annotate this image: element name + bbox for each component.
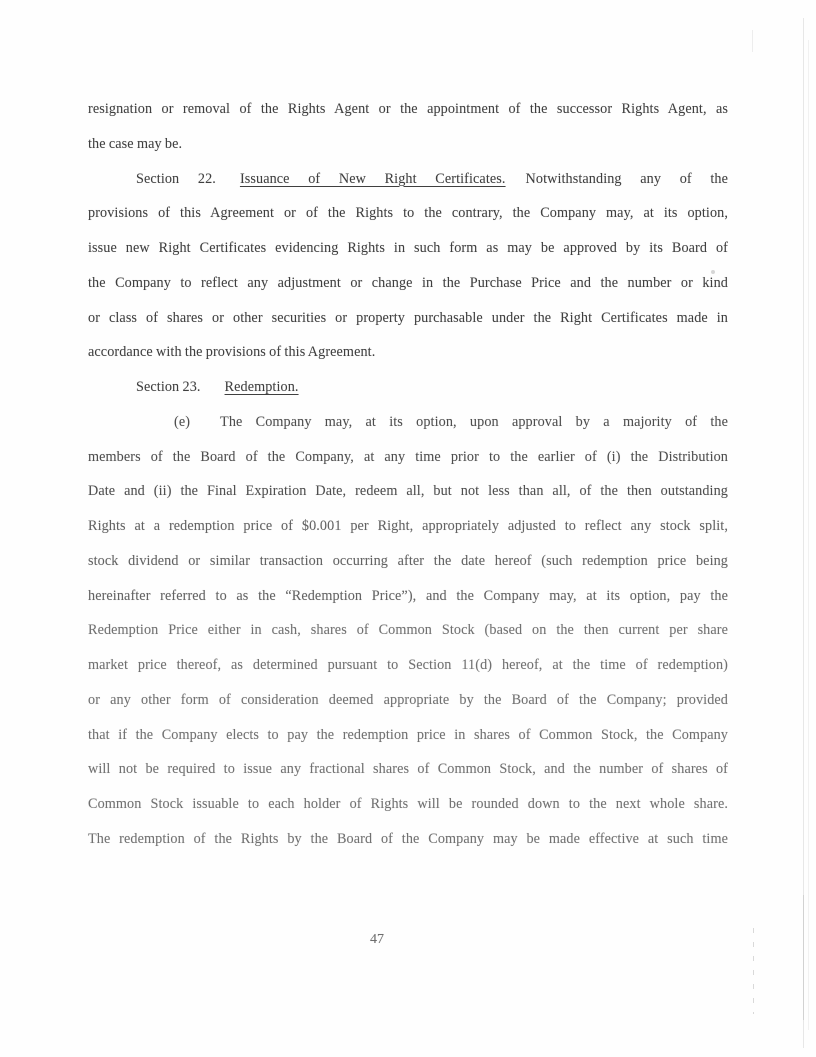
scan-edge-line: [803, 18, 804, 1048]
text-line: [88, 509, 728, 544]
text-line: [88, 370, 728, 405]
line-text: the case may be.: [88, 135, 183, 152]
line-text: or class of shares or other securities or property purchasable under the Right Certificates made in: [88, 309, 728, 326]
scan-tick: [752, 30, 753, 52]
text-line: [88, 474, 728, 509]
line-text: market price thereof, as determined pursuant to Section 11(d) hereof, at the time of redemption): [88, 657, 728, 673]
line-text: Redemption Price either in cash, shares of Common Stock (based on the then current per share: [88, 622, 728, 639]
text-line: [88, 613, 728, 648]
line-text: issue new Right Certificates evidencing Rights in such form as may be approved by its Board of: [88, 240, 728, 256]
line-text: resignation or removal of the Rights Agent or the appointment of the successor Rights Agent, as: [88, 101, 728, 117]
line-text: provisions of this Agreement or of the Rights to the contrary, the Company may, at its option,: [88, 205, 728, 222]
line-text: Date and (ii) the Final Expiration Date, redeem all, but not less than all, of the then outstanding: [88, 483, 728, 500]
line-text: that if the Company elects to pay the redemption price in shares of Common Stock, the Company: [88, 726, 728, 743]
text-line: [88, 335, 728, 370]
line-text: stock dividend or similar transaction occurring after the date hereof (such redemption price being: [88, 552, 728, 569]
line-text: The redemption of the Rights by the Board of the Company may be made effective at such time: [88, 830, 728, 847]
text-line: [88, 787, 728, 822]
scan-edge-line-dark: [803, 895, 804, 1020]
line-text: accordance with the provisions of this Agreement.: [88, 344, 376, 361]
text-line: [88, 718, 728, 753]
text-line: [88, 579, 728, 614]
line-text: Rights at a redemption price of $0.001 per Right, appropriately adjusted to reflect any stock split,: [88, 518, 728, 534]
text-line: [88, 648, 728, 683]
page-number: 47: [370, 932, 384, 947]
line-text: hereinafter referred to as the “Redemption Price”), and the Company may, at its option, pay the: [88, 587, 728, 604]
text-line: [88, 266, 728, 301]
underlined-heading: Issuance of New Right Certificates.: [239, 170, 506, 187]
paragraph-marker: (e): [174, 413, 191, 430]
text-line: [88, 683, 728, 718]
text-line: [88, 92, 728, 127]
scan-dash-marks: [753, 928, 754, 1014]
scan-edge-line-2: [808, 40, 809, 1030]
text-line: [88, 127, 728, 162]
text-line: [88, 440, 728, 475]
line-text: The Company may, at its option, upon approval by a majority of the: [220, 413, 728, 430]
section-label: Section 22.: [136, 170, 216, 187]
line-text: Notwithstanding any of the: [525, 170, 728, 187]
line-text: Common Stock issuable to each holder of Rights will be rounded down to the next whole share.: [88, 796, 728, 812]
text-line: [88, 544, 728, 579]
text-line: [88, 752, 728, 787]
line-text: or any other form of consideration deemed appropriate by the Board of the Company; provided: [88, 691, 728, 708]
text-line: [88, 162, 728, 197]
text-line: [88, 405, 728, 440]
text-line: [88, 301, 728, 336]
line-text: will not be required to issue any fractional shares of Common Stock, and the number of shares of: [88, 761, 728, 778]
text-content: [88, 92, 728, 857]
underlined-heading: Redemption.: [224, 379, 299, 395]
text-line: [88, 196, 728, 231]
text-line: [88, 231, 728, 266]
section-label: Section 23.: [136, 379, 201, 395]
line-text: members of the Board of the Company, at any time prior to the earlier of (i) the Distribution: [88, 448, 728, 465]
line-text: the Company to reflect any adjustment or change in the Purchase Price and the number or kind: [88, 274, 728, 291]
text-line: [88, 822, 728, 857]
scan-speck: [711, 270, 715, 274]
